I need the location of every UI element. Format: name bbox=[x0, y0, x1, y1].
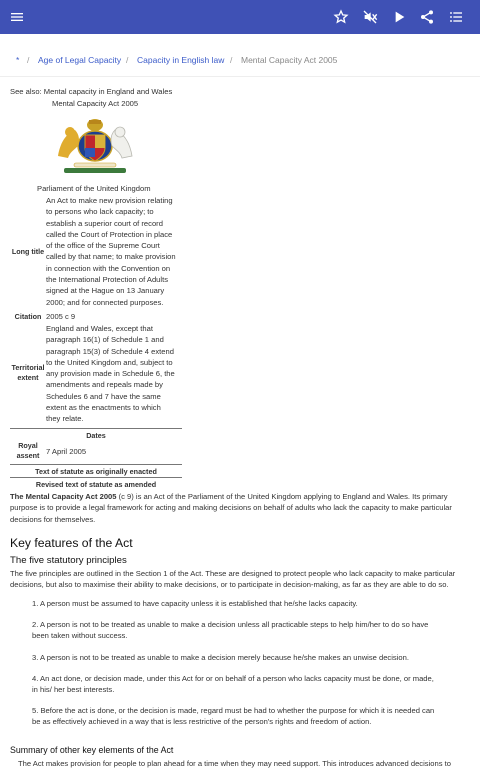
infobox-value-citation: 2005 c 9 bbox=[46, 312, 76, 321]
breadcrumb-home[interactable]: * bbox=[16, 55, 20, 65]
principle-item: 2. A person is not to be treated as unable to make a decision unless all practicable steps to help him/her to do so have been taken without success. bbox=[32, 620, 429, 641]
volume-off-icon[interactable] bbox=[358, 5, 382, 29]
infobox-value-territorial-extent: England and Wales, except that paragraph 16(1) of Schedule 1 and paragraph 15(3) of Schedule 4 extend to the United Kingdom and, subject to any provision made in Schedule 6, the amendments and repeals made by Schedules 6 and 7 have the same extent as the enactments to which they relate. bbox=[46, 324, 175, 424]
infobox-label: Territorial extent bbox=[11, 363, 45, 382]
infobox-label: Citation bbox=[14, 312, 42, 321]
breadcrumb bbox=[0, 48, 480, 72]
breadcrumb-age-of-legal-capacity[interactable]: Age of Legal Capacity bbox=[38, 55, 122, 65]
principles-intro: The five principles are outlined in the Section 1 of the Act. These are designed to protect people who lack capacity to make particular decisions, but also to maximise their ability to make decisions, or to participate in decision-making, as far as they are able to do so. bbox=[10, 569, 456, 590]
breadcrumb-capacity-in-english-law[interactable]: Capacity in English law bbox=[137, 55, 225, 65]
principle-item: 1. A person must be assumed to have capacity unless it is established that he/she lacks capacity. bbox=[32, 599, 358, 608]
breadcrumb-separator: / bbox=[27, 55, 30, 65]
infobox-value-long-title: An Act to make new provision relating to persons who lack capacity; to establish a superior court of record called the Court of Protection in place of the office of the Supreme Court called by that name; to make provision in connection with the Convention on the International Protection of Adults signed at the Hague on 13 January 2000; and for connected purposes. bbox=[46, 196, 176, 307]
infobox-row-royal-assent bbox=[10, 441, 182, 465]
original-text-link[interactable]: Text of statute as originally enacted bbox=[10, 464, 182, 476]
infobox-parliament[interactable]: Parliament of the United Kingdom bbox=[37, 184, 151, 193]
star-icon[interactable] bbox=[329, 5, 353, 29]
breadcrumb-separator: / bbox=[230, 55, 233, 65]
heading-key-features: Key features of the Act bbox=[10, 536, 133, 550]
infobox-row-long-title bbox=[10, 195, 182, 308]
heading-summary: Summary of other key elements of the Act bbox=[10, 745, 174, 755]
revised-text-link[interactable]: Revised text of statute as amended bbox=[10, 477, 182, 489]
see-also-note[interactable]: See also: Mental capacity in England and Wales bbox=[10, 87, 173, 96]
infobox-label: Royal assent bbox=[16, 441, 40, 460]
intro-paragraph: The Mental Capacity Act 2005 (c 9) is an Act of the Parliament of the United Kingdom applying to England and Wales. Its primary purpose is to provide a legal framework for acting and making decisions on behalf of adults who lack the capacity to make particular decisions for themselves. bbox=[10, 492, 452, 524]
royal-coat-of-arms-icon bbox=[52, 112, 138, 178]
app-bar bbox=[0, 0, 480, 34]
infobox-value-royal-assent: 7 April 2005 bbox=[46, 447, 87, 456]
infobox-row-citation bbox=[10, 311, 182, 323]
principle-item: 3. A person is not to be treated as unable to make a decision merely because he/she makes an unwise decision. bbox=[32, 653, 409, 662]
infobox-header-dates: Dates bbox=[10, 428, 182, 440]
play-icon[interactable] bbox=[387, 5, 411, 29]
infobox-title: Mental Capacity Act 2005 bbox=[52, 99, 139, 108]
divider bbox=[0, 76, 480, 77]
list-icon[interactable] bbox=[444, 5, 468, 29]
share-icon[interactable] bbox=[415, 5, 439, 29]
principle-item: 5. Before the act is done, or the decision is made, regard must be had to whether the purpose for which it is needed can be as effectively achieved in a way that is less restrictive of the person's rights and freedom of action. bbox=[32, 706, 435, 727]
intro-bold: The Mental Capacity Act 2005 bbox=[10, 492, 117, 501]
heading-five-principles: The five statutory principles bbox=[10, 555, 127, 566]
infobox-label: Long title bbox=[11, 247, 45, 256]
breadcrumb-current: Mental Capacity Act 2005 bbox=[241, 55, 338, 65]
principle-item: 4. An act done, or decision made, under this Act for or on behalf of a person who lacks capacity must be done, or made, in his/ her best interests. bbox=[32, 674, 434, 695]
infobox-row-territorial-extent bbox=[10, 323, 182, 425]
menu-icon[interactable] bbox=[5, 5, 29, 29]
breadcrumb-separator: / bbox=[126, 55, 129, 65]
list-item: • The Act makes provision for people to plan ahead for a time when they may need support. This introduces advanced decisions to bbox=[18, 758, 472, 768]
